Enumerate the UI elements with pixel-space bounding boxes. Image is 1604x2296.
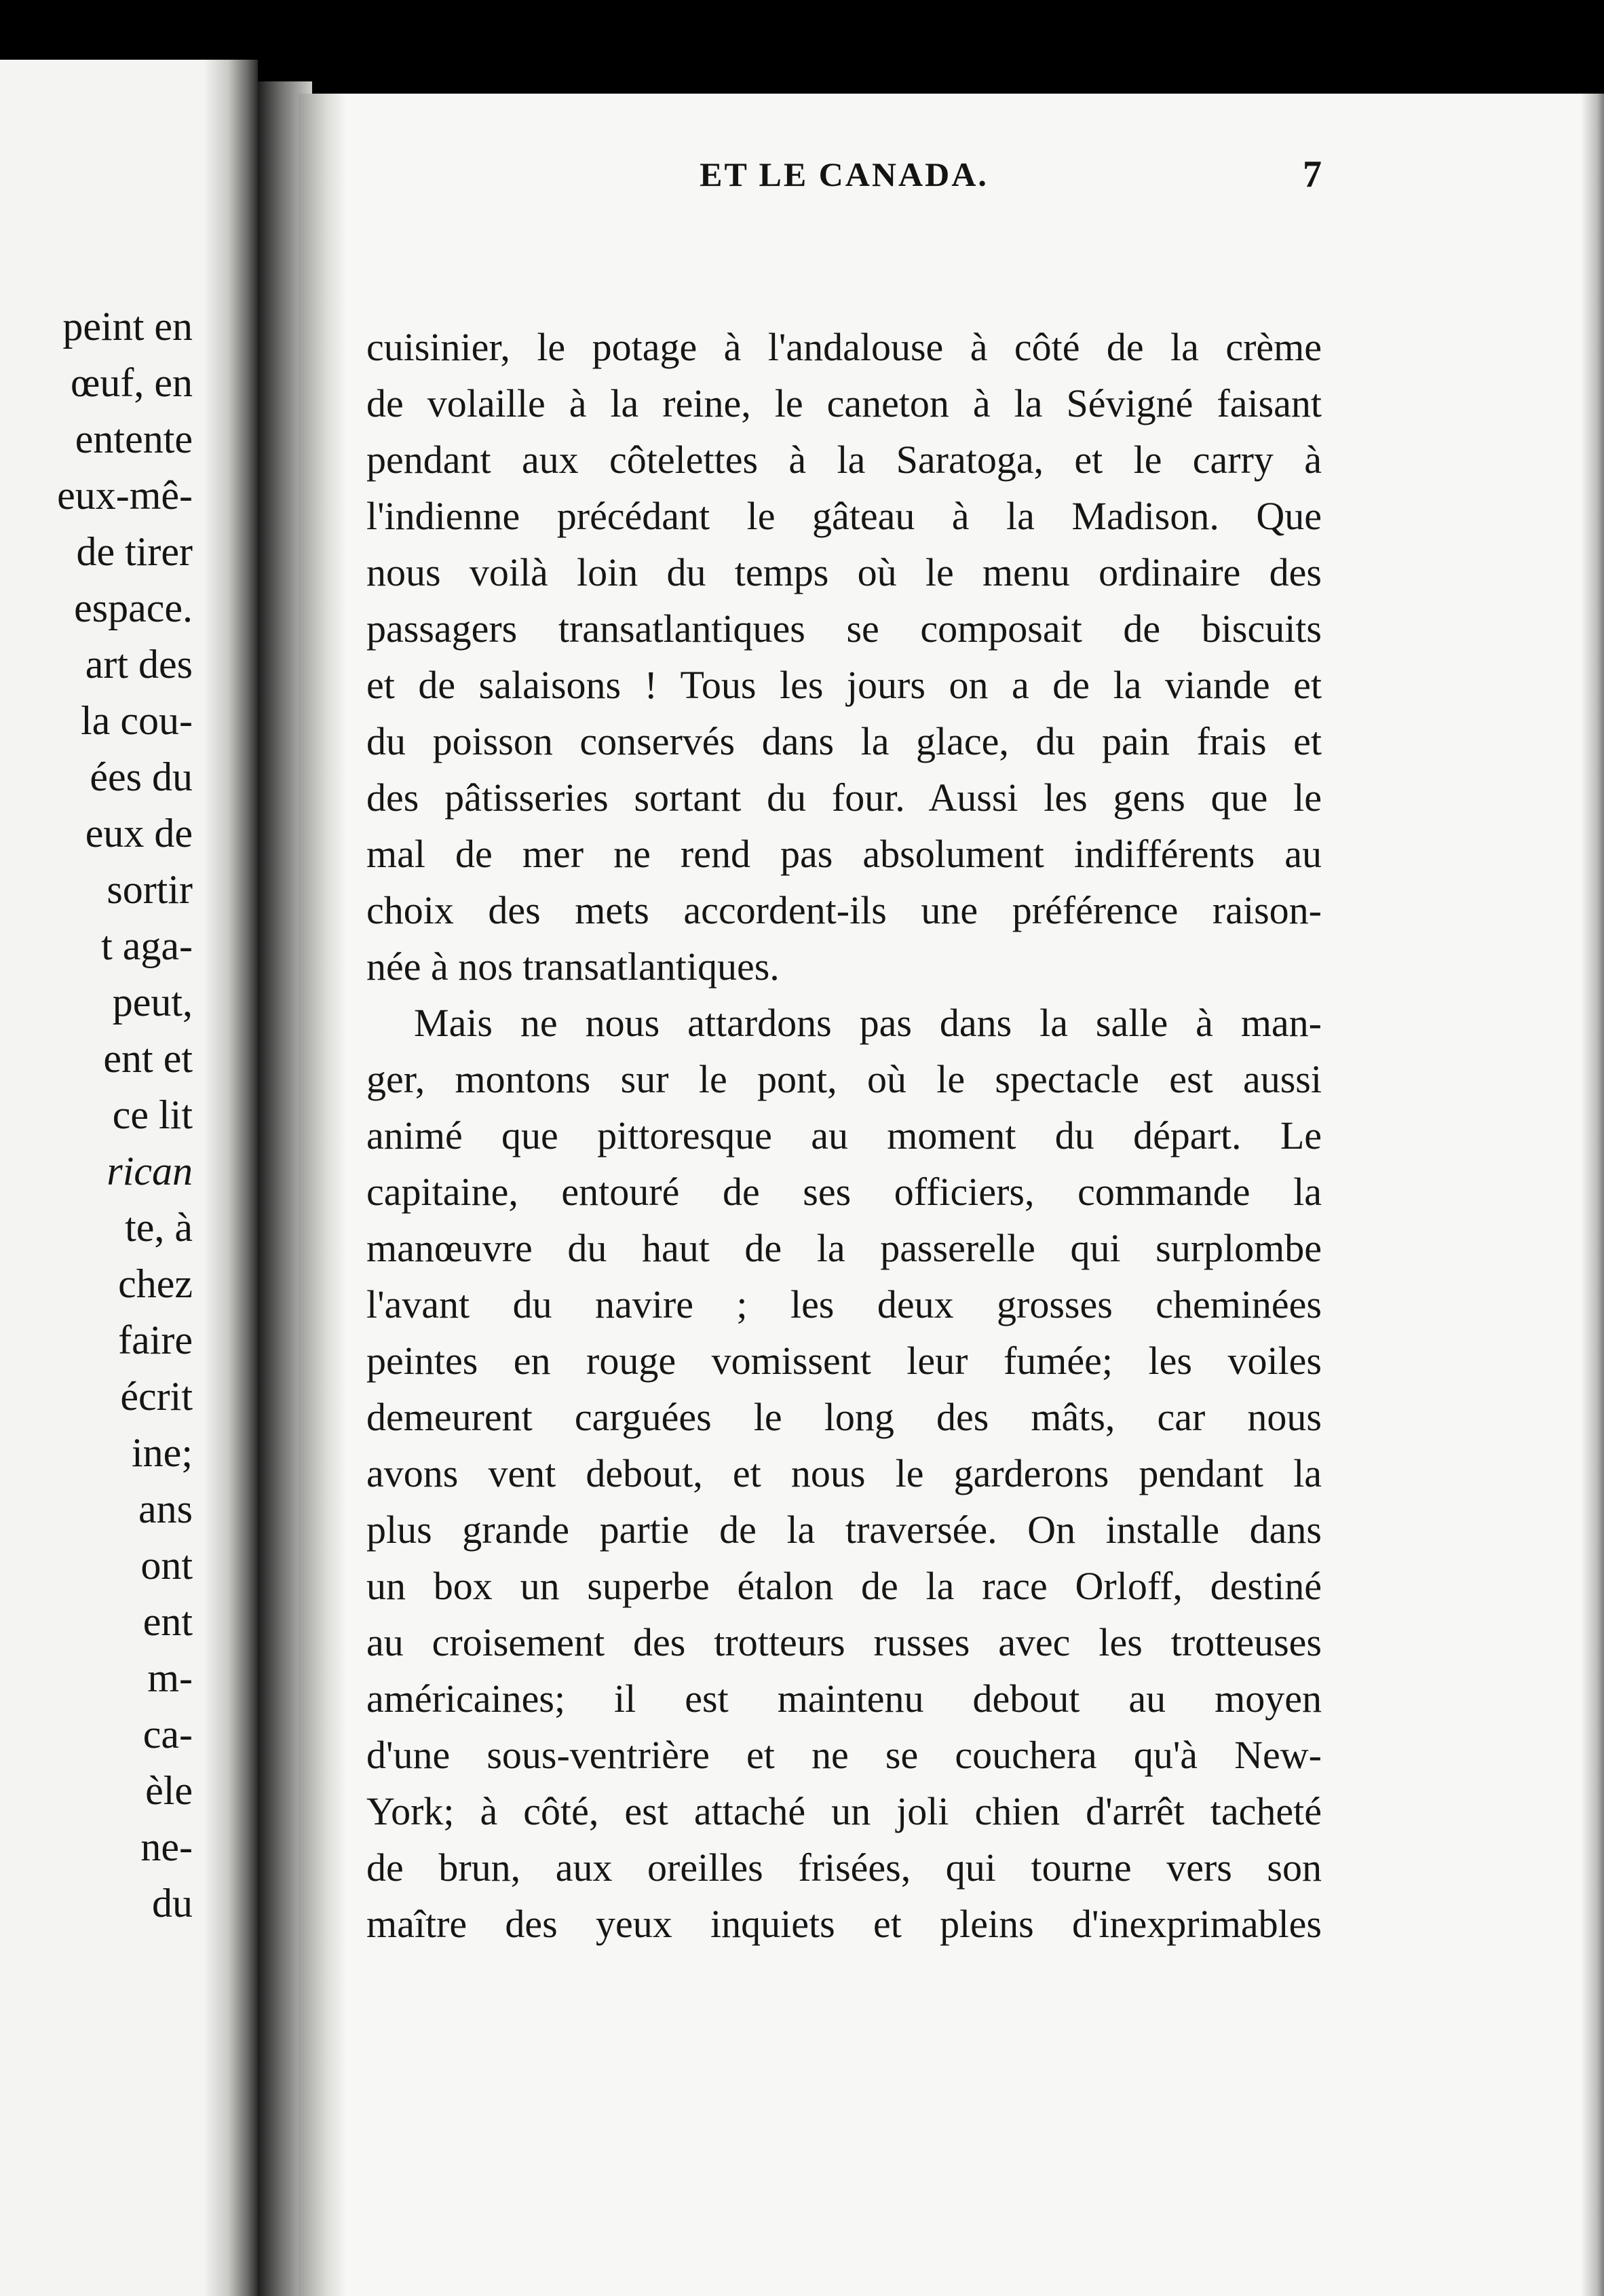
left-page-line: entente <box>75 417 193 461</box>
text-line: animé que pittoresque au moment du départ. Le <box>366 1113 1322 1157</box>
text-line: de volaille à la reine, le caneton à la Sévigné faisant <box>366 381 1322 425</box>
left-page-line: peint en <box>62 304 193 349</box>
text-line: un box un superbe étalon de la race Orloff, destiné <box>366 1564 1322 1608</box>
left-page-gutter-shadow <box>204 60 258 2296</box>
left-page-line: te, à <box>125 1205 193 1250</box>
left-page-line: ans <box>138 1487 193 1531</box>
left-page-line: art des <box>85 642 193 687</box>
left-page-line: ca- <box>142 1712 193 1757</box>
text-line: Mais ne nous attardons pas dans la salle à man- <box>414 1001 1322 1045</box>
text-line: cuisinier, le potage à l'andalouse à côté de la crème <box>366 325 1322 369</box>
right-page-edge-shadow <box>1581 94 1604 2296</box>
left-page-line: m- <box>147 1656 193 1700</box>
text-line: au croisement des trotteurs russes avec les trotteuses <box>366 1620 1322 1664</box>
text-line: l'indienne précédant le gâteau à la Madison. Que <box>366 494 1322 538</box>
text-line: d'une sous-ventrière et ne se couchera qu'à New- <box>366 1733 1322 1777</box>
text-line: des pâtisseries sortant du four. Aussi les gens que le <box>366 776 1322 820</box>
left-page-line: faire <box>118 1318 193 1362</box>
text-line: du poisson conservés dans la glace, du pain frais et <box>366 719 1322 763</box>
text-line: pendant aux côtelettes à la Saratoga, et le carry à <box>366 438 1322 482</box>
left-page-line: œuf, en <box>71 360 193 405</box>
paragraph-1 <box>366 319 1322 995</box>
text-line: manœuvre du haut de la passerelle qui surplombe <box>366 1226 1322 1270</box>
body-text <box>366 319 1322 1952</box>
left-page-line: ont <box>140 1543 193 1588</box>
left-page-line: t aga- <box>101 923 193 968</box>
text-line: de brun, aux oreilles frisées, qui tourne vers son <box>366 1845 1322 1890</box>
text-line: nous voilà loin du temps où le menu ordinaire des <box>366 550 1322 594</box>
left-page-line: èle <box>145 1768 193 1813</box>
page-number: 7 <box>1303 153 1322 195</box>
text-line: passagers transatlantiques se composait de biscuits <box>366 607 1322 651</box>
text-line: mal de mer ne rend pas absolument indifférents au <box>366 832 1322 876</box>
left-page-line: sortir <box>107 867 193 912</box>
text-line: l'avant du navire ; les deux grosses cheminées <box>366 1282 1322 1326</box>
text-line: capitaine, entouré de ses officiers, commande la <box>366 1170 1322 1214</box>
text-line: peintes en rouge vomissent leur fumée; les voiles <box>366 1339 1322 1383</box>
left-page-line: rican <box>107 1149 193 1193</box>
left-page-line: la cou- <box>81 698 193 743</box>
running-title: ET LE CANADA. <box>700 155 989 193</box>
left-page-line: ent <box>142 1599 193 1644</box>
left-page-line: chez <box>118 1261 193 1306</box>
left-page-line: ées du <box>90 754 193 799</box>
text-line: plus grande partie de la traversée. On installe dans <box>366 1508 1322 1552</box>
text-line: ger, montons sur le pont, où le spectacle est aussi <box>366 1057 1322 1101</box>
left-page-line: ent et <box>103 1036 193 1081</box>
text-line: née à nos transatlantiques. <box>366 944 780 989</box>
left-page-line: du <box>152 1881 193 1926</box>
left-page-line: ne- <box>140 1824 193 1869</box>
text-line: avons vent debout, et nous le garderons pendant la <box>366 1451 1322 1495</box>
left-page-line: de tirer <box>76 529 193 574</box>
left-page-text-fragments <box>0 299 193 1932</box>
text-line: demeurent carguées le long des mâts, car nous <box>366 1395 1322 1439</box>
text-line: américaines; il est maintenu debout au moyen <box>366 1677 1322 1721</box>
left-page-line: écrit <box>120 1374 193 1419</box>
left-page-line: espace. <box>74 586 193 630</box>
paragraph-2 <box>366 995 1322 1952</box>
text-line: et de salaisons ! Tous les jours on a de la viande et <box>366 663 1322 707</box>
left-page-line: peut, <box>112 980 193 1025</box>
right-page-gutter-shadow <box>299 94 346 2296</box>
left-page-line: ce lit <box>112 1092 193 1137</box>
left-page-line: ine; <box>132 1430 193 1475</box>
text-line: choix des mets accordent-ils une préférence raison- <box>366 888 1322 932</box>
text-line: York; à côté, est attaché un joli chien d'arrêt tacheté <box>366 1789 1322 1833</box>
left-page-line: eux-mê- <box>57 473 193 518</box>
running-head <box>366 151 1322 198</box>
left-page-line: eux de <box>85 811 193 856</box>
text-line: maître des yeux inquiets et pleins d'inexprimables <box>366 1902 1322 1946</box>
left-facing-page <box>0 60 258 2296</box>
